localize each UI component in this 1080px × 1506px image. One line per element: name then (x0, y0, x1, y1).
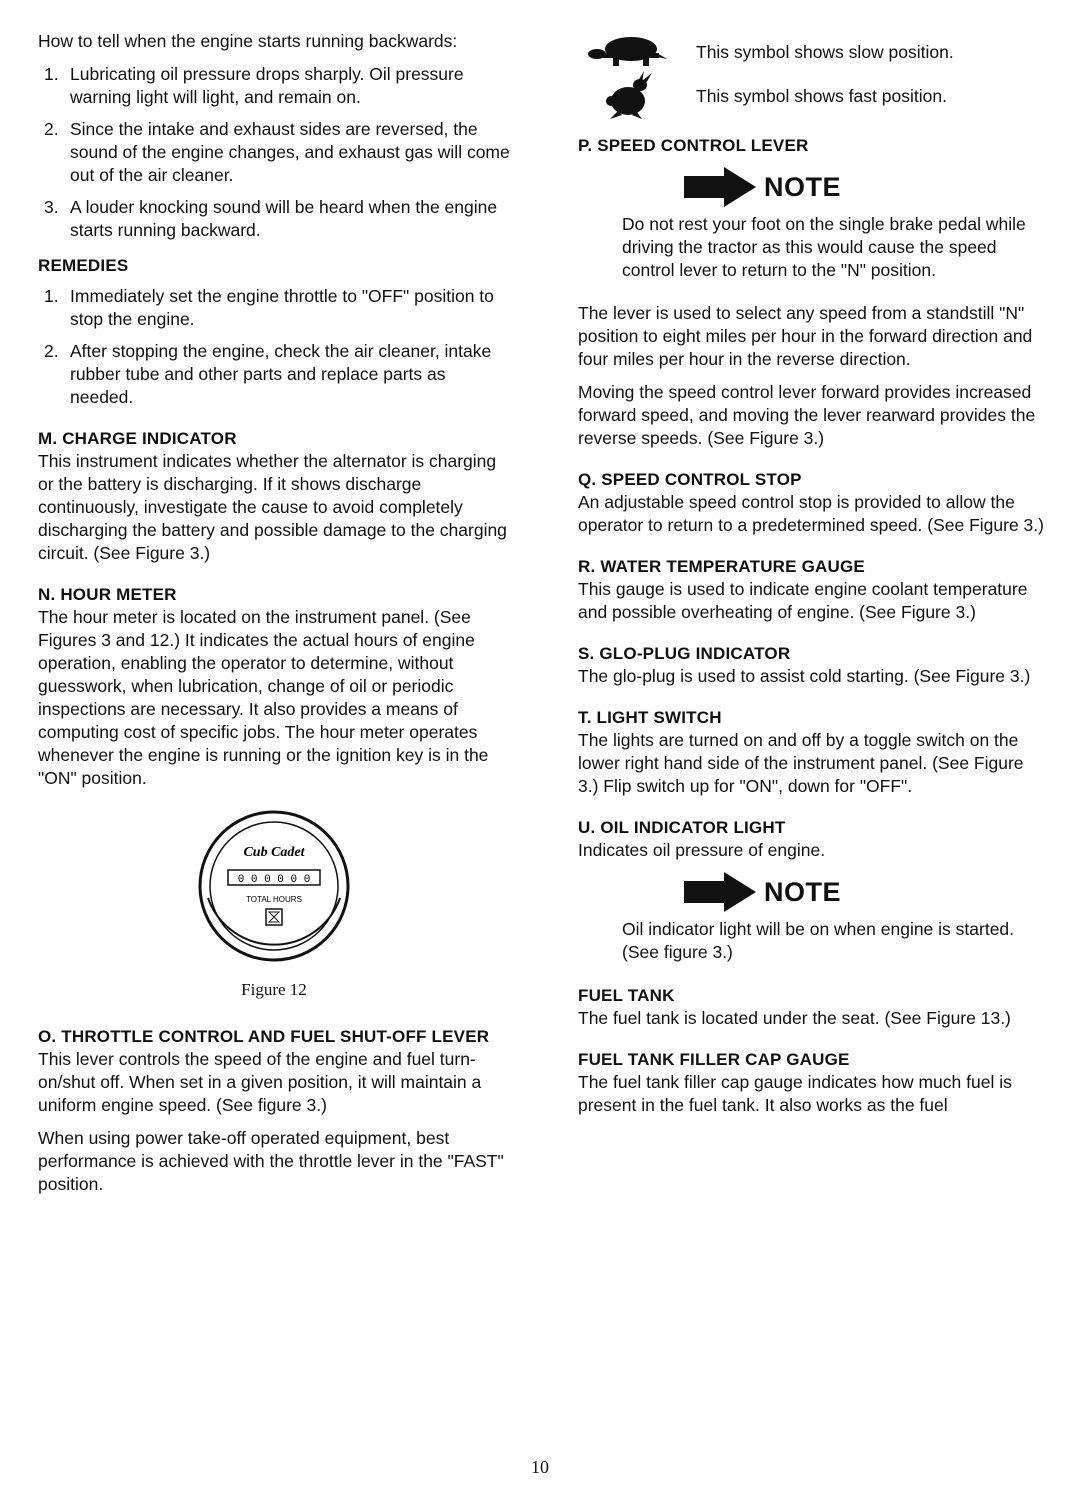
intro-text: How to tell when the engine starts running backwards: (38, 31, 458, 51)
page-number: 10 (531, 1457, 549, 1477)
charge-indicator-text: This instrument indicates whether the alternator is charging or the battery is discharging. If it shows discharge continuously, investigate the cause to avoid completely discharging the battery and possible damage to the charging circuit. (See Figure 3.) (38, 451, 507, 563)
left-column (38, 30, 510, 1214)
throttle-heading: O. THROTTLE CONTROL AND FUEL SHUT-OFF LEVER (38, 1027, 490, 1046)
note-text-2: Oil indicator light will be on when engine is started. (See figure 3.) (622, 919, 1015, 962)
hour-meter-heading: N. HOUR METER (38, 585, 177, 604)
list-item: 2. Since the intake and exhaust sides are reversed, the sound of the engine changes, and exhaust gas will come out of the air cleaner. (44, 119, 510, 185)
rabbit-icon (598, 71, 658, 121)
gauge-brand: Cub Cadet (243, 845, 305, 860)
speed-lever-section (578, 134, 1048, 450)
throttle-text-1: This lever controls the speed of the engine and fuel turn-on/shut off. When set in a given position, it will maintain a uniform engine speed. (See figure 3.) (38, 1049, 482, 1115)
note-label-2: NOTE (764, 876, 842, 907)
fast-symbol-row (578, 74, 1048, 118)
list-item: 2. After stopping the engine, check the air cleaner, intake rubber tube and other parts and replace parts as needed. (44, 341, 492, 407)
speed-stop-section (578, 468, 1048, 537)
oil-indicator-heading: U. OIL INDICATOR LIGHT (578, 818, 786, 837)
note-text-1: Do not rest your foot on the single brake pedal while driving the tractor as this would cause the speed control lever to return to the "N" position. (622, 214, 1026, 280)
throttle-section (38, 1025, 510, 1196)
water-temp-text: This gauge is used to indicate engine coolant temperature and possible overheating of engine. (See Figure 3.) (578, 579, 1028, 622)
glo-plug-text: The glo-plug is used to assist cold starting. (See Figure 3.) (578, 666, 1031, 686)
list-item: 1. Immediately set the engine throttle to "OFF" position to stop the engine. (44, 286, 494, 329)
fast-symbol-text: This symbol shows fast position. (696, 85, 947, 106)
remedies-heading: REMEDIES (38, 256, 129, 275)
arrow-right-icon (684, 872, 756, 912)
filler-cap-section (578, 1048, 1048, 1117)
fuel-tank-heading: FUEL TANK (578, 986, 675, 1005)
glo-plug-heading: S. GLO-PLUG INDICATOR (578, 644, 791, 663)
filler-cap-heading: FUEL TANK FILLER CAP GAUGE (578, 1050, 850, 1069)
speed-lever-text-1: The lever is used to select any speed from a standstill "N" position to eight miles per hour in the forward direction and four miles per hour in the reverse direction. (578, 303, 1033, 369)
note-banner-2 (684, 872, 1048, 912)
list-item: 1. Lubricating oil pressure drops sharply. Oil pressure warning light will light, and remain on. (44, 64, 464, 107)
hour-meter-section (38, 583, 510, 790)
speed-stop-text: An adjustable speed control stop is provided to allow the operator to return to a predetermined speed. (See Figure 3.) (578, 492, 1044, 535)
water-temp-heading: R. WATER TEMPERATURE GAUGE (578, 557, 865, 576)
list-item: 3. A louder knocking sound will be heard when the engine starts running backward. (44, 197, 498, 240)
hour-meter-text: The hour meter is located on the instrument panel. (See Figures 3 and 12.) It indicates the actual hours of engine operation, enabling the operator to determine, without guesswork, when lubrication, change of oil or periodic inspections are necessary. It also provides a means of computing cost of specific jobs. The hour meter operates whenever the engine is running or the ignition key is in the "ON" position. (38, 607, 489, 788)
oil-indicator-text: Indicates oil pressure of engine. (578, 840, 826, 860)
symptom-list (38, 63, 510, 242)
light-switch-heading: T. LIGHT SWITCH (578, 708, 722, 727)
remedies-list (38, 285, 510, 409)
gauge-label: TOTAL HOURS (246, 895, 302, 904)
filler-cap-text: The fuel tank filler cap gauge indicates how much fuel is present in the fuel tank. It also works as the fuel (578, 1072, 1012, 1115)
fuel-tank-section (578, 984, 1048, 1030)
glo-plug-section (578, 642, 1048, 688)
gauge-digits: 0 0 0 0 0 0 (237, 874, 311, 886)
water-temp-section (578, 555, 1048, 624)
fuel-tank-text: The fuel tank is located under the seat. (See Figure 13.) (578, 1008, 1011, 1028)
remedies-section (38, 254, 510, 409)
note-banner-1 (684, 167, 1048, 207)
figure-12 (38, 808, 510, 1001)
speed-lever-text-2: Moving the speed control lever forward provides increased forward speed, and moving the lever rearward provides the reverse speeds. (See Figure 3.) (578, 382, 1036, 448)
charge-indicator-section (38, 427, 510, 565)
speed-lever-heading: P. SPEED CONTROL LEVER (578, 136, 809, 155)
arrow-right-icon (684, 167, 756, 207)
turtle-icon (585, 35, 671, 69)
speed-stop-heading: Q. SPEED CONTROL STOP (578, 470, 802, 489)
oil-indicator-section (578, 816, 1048, 964)
slow-symbol-text: This symbol shows slow position. (696, 41, 954, 62)
figure-caption: Figure 12 (241, 980, 307, 999)
light-switch-section (578, 706, 1048, 798)
throttle-text-2: When using power take-off operated equipment, best performance is achieved with the throttle lever in the "FAST" position. (38, 1128, 504, 1194)
slow-symbol-row (578, 30, 1048, 74)
right-column (578, 30, 1048, 1135)
charge-indicator-heading: M. CHARGE INDICATOR (38, 429, 237, 448)
light-switch-text: The lights are turned on and off by a toggle switch on the lower right hand side of the instrument panel. (See Figure 3.) Flip switch up for "ON", down for "OFF". (578, 730, 1024, 796)
hour-meter-gauge-image (194, 808, 354, 968)
note-label-1: NOTE (764, 171, 842, 202)
